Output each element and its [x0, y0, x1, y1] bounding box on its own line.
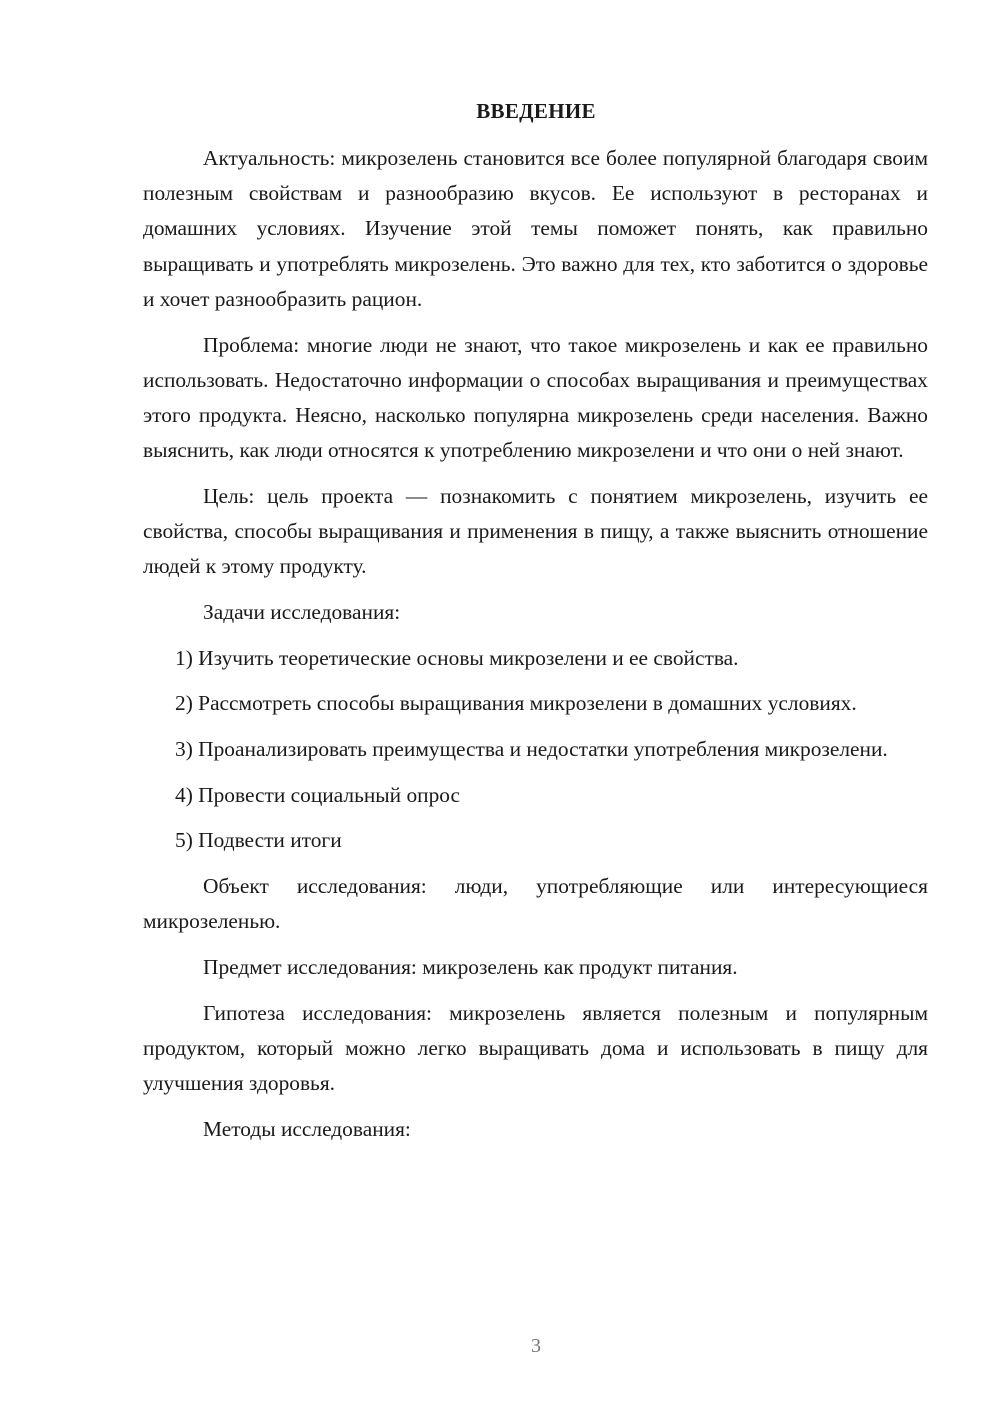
task-item: 3) Проанализировать преимущества и недостатки употребления микрозелени. [175, 737, 888, 762]
paragraph-methods-label: Методы исследования: [203, 1116, 411, 1141]
task-item: 2) Рассмотреть способы выращивания микрозелени в домашних условиях. [175, 691, 857, 716]
paragraph-hypothesis: Гипотеза исследования: микрозелень является полезным и популярным продуктом, который можно легко выращивать дома и использовать в пищу для улучшения здоровья. [143, 1000, 928, 1096]
task-item: 4) Провести социальный опрос [175, 782, 461, 807]
paragraph-tasks-label: Задачи исследования: [203, 599, 401, 624]
paragraph-subject: Предмет исследования: микрозелень как продукт питания. [203, 955, 738, 980]
task-item: 5) Подвести итоги [175, 828, 342, 853]
paragraph-object: Объект исследования: люди, употребляющие или интересующиеся микрозеленью. [143, 874, 928, 934]
paragraph-relevance: Актуальность: микрозелень становится все более популярной благодаря своим полезным свойствам и разнообразию вкусов. Ее используют в ресторанах и домашних условиях. Изучение этой темы поможет понять, как правильно выращивать и употреблять микрозелень. Это важно для тех, кто заботится о здоровье и хочет разнообразить рацион. [143, 146, 928, 311]
paragraph-goal: Цель: цель проекта — познакомить с понятием микрозелень, изучить ее свойства, способы выращивания и применения в пищу, а также выяснить отношение людей к этому продукту. [143, 483, 928, 579]
body-text [143, 141, 928, 1158]
paragraph-problem: Проблема: многие люди не знают, что такое микрозелень и как ее правильно использовать. Недостаточно информации о способах выращивания и преимуществах этого продукта. Неясно, насколько популярна микрозелень среди населения. Важно выяснить, как люди относятся к употреблению микрозелени и что они о ней знают. [143, 332, 928, 463]
task-item: 1) Изучить теоретические основы микрозелени и ее свойства. [175, 645, 739, 670]
page-number: 3 [531, 1335, 541, 1357]
section-heading: ВВЕДЕНИЕ [476, 99, 596, 123]
